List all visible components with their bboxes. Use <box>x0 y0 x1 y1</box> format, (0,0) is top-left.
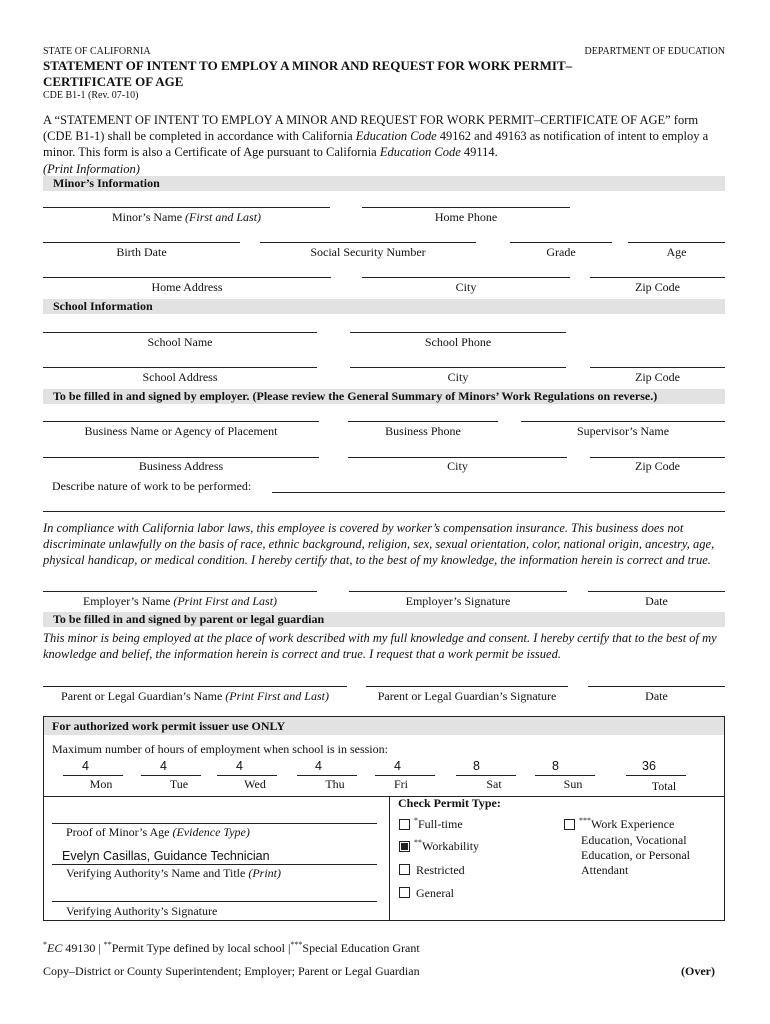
general-checkbox[interactable] <box>399 887 410 898</box>
sat-line <box>456 775 516 776</box>
employer-name-label: Employer’s Name (Print First and Last) <box>82 594 278 608</box>
mon-label: Mon <box>89 777 113 791</box>
verifier-name-value[interactable]: Evelyn Casillas, Guidance Technician <box>62 849 270 863</box>
school-info-heading: School Information <box>43 299 725 314</box>
age-field[interactable] <box>628 242 725 243</box>
school-city-field[interactable] <box>350 367 566 368</box>
intro-line-1: A “STATEMENT OF INTENT TO EMPLOY A MINOR AND REQUEST FOR WORK PERMIT–CERTIFICATE OF AGE” form <box>43 113 699 127</box>
employer-signature-field[interactable] <box>349 591 567 592</box>
guardian-date-label: Date <box>645 689 668 703</box>
business-address-field[interactable] <box>43 457 319 458</box>
school-address-label: School Address <box>142 370 218 384</box>
ssn-field[interactable] <box>260 242 476 243</box>
tue-label: Tue <box>169 777 189 791</box>
mon-hours[interactable]: 4 <box>82 759 89 773</box>
school-phone-field[interactable] <box>350 332 566 333</box>
grade-label: Grade <box>546 245 576 259</box>
sun-line <box>535 775 595 776</box>
guardian-signature-label: Parent or Legal Guardian’s Signature <box>377 689 557 703</box>
sat-hours[interactable]: 8 <box>473 759 480 773</box>
minor-zip-field[interactable] <box>590 277 725 278</box>
employer-date-label: Date <box>645 594 668 608</box>
guardian-heading: To be filled in and signed by parent or legal guardian <box>43 612 725 627</box>
copy-distribution: Copy–District or County Superintendent; Employer; Parent or Legal Guardian <box>43 964 420 978</box>
school-phone-label: School Phone <box>424 335 492 349</box>
minor-zip-label: Zip Code <box>635 280 680 294</box>
wed-label: Wed <box>244 777 266 791</box>
total-label: Total <box>651 779 677 793</box>
fulltime-checkbox[interactable] <box>399 819 410 830</box>
business-name-label: Business Name or Agency of Placement <box>84 424 278 438</box>
minor-info-heading: Minor’s Information <box>43 176 725 191</box>
business-zip-field[interactable] <box>590 457 725 458</box>
consent-line-1: This minor is being employed at the place of work described with my full knowledge and consent. I hereby certify that to the best of my <box>43 631 717 645</box>
consent-line-2: knowledge and belief, the information herein is correct and true. I request that a work permit be issued. <box>43 647 561 661</box>
total-line <box>626 775 686 776</box>
business-name-field[interactable] <box>43 421 319 422</box>
business-zip-label: Zip Code <box>635 459 680 473</box>
minor-name-label: Minor’s Name (First and Last) <box>111 210 262 224</box>
verifier-name-field <box>52 864 377 865</box>
employer-name-field[interactable] <box>43 591 317 592</box>
department-label: DEPARTMENT OF EDUCATION <box>584 46 725 57</box>
employer-heading: To be filled in and signed by employer. (Please review the General Summary of Minors’ Work Regulations on reverse.) <box>43 389 725 404</box>
guardian-signature-field[interactable] <box>366 686 568 687</box>
work-experience-checkbox[interactable] <box>564 819 575 830</box>
tue-hours[interactable]: 4 <box>160 759 167 773</box>
compliance-line-3: physical handicap, or medical condition. I hereby certify that, to the best of my knowledge, the information herein is correct and true. <box>43 553 711 567</box>
sun-label: Sun <box>563 777 583 791</box>
birth-date-label: Birth Date <box>116 245 167 259</box>
business-city-field[interactable] <box>348 457 567 458</box>
supervisor-field[interactable] <box>521 421 725 422</box>
wed-hours[interactable]: 4 <box>236 759 243 773</box>
state-label: STATE OF CALIFORNIA <box>43 46 151 57</box>
issuer-vertical-divider <box>389 796 390 920</box>
wed-line <box>217 775 277 776</box>
business-phone-label: Business Phone <box>385 424 461 438</box>
general-label: General <box>416 886 454 900</box>
total-hours[interactable]: 36 <box>642 759 656 773</box>
guardian-name-label: Parent or Legal Guardian’s Name (Print First and Last) <box>61 689 329 703</box>
work-experience-label-4: Attendant <box>581 863 629 877</box>
restricted-label: Restricted <box>416 863 465 877</box>
thu-hours[interactable]: 4 <box>315 759 322 773</box>
fulltime-label: *Full-time <box>414 816 463 831</box>
intro-line-3: minor. This form is also a Certificate of Age pursuant to California Education Code 49114. <box>43 145 498 159</box>
guardian-date-field[interactable] <box>588 686 725 687</box>
school-name-label: School Name <box>147 335 213 349</box>
work-description-field[interactable] <box>272 492 725 493</box>
intro-line-2: (CDE B1-1) shall be completed in accordance with California Education Code 49162 and 49163 as notification of intent to employ a <box>43 129 709 143</box>
fri-line <box>375 775 435 776</box>
home-phone-field[interactable] <box>362 207 570 208</box>
form-code: CDE B1-1 (Rev. 07-10) <box>43 90 139 101</box>
form-title-line2: CERTIFICATE OF AGE <box>43 74 184 89</box>
work-experience-label-2: Education, Vocational <box>581 833 687 847</box>
thu-line <box>297 775 357 776</box>
permit-type-heading: Check Permit Type: <box>398 796 501 810</box>
minor-city-field[interactable] <box>362 277 570 278</box>
work-experience-label-1: ***Work Experience <box>579 816 675 831</box>
work-description-label: Describe nature of work to be performed: <box>52 479 252 493</box>
proof-of-age-field[interactable] <box>52 823 377 824</box>
tue-line <box>141 775 201 776</box>
business-city-label: City <box>447 459 468 473</box>
max-hours-label: Maximum number of hours of employment when school is in session: <box>52 742 388 756</box>
work-experience-label-3: Education, or Personal <box>581 848 690 862</box>
school-name-field[interactable] <box>43 332 317 333</box>
home-address-field[interactable] <box>43 277 331 278</box>
form-title-line1: STATEMENT OF INTENT TO EMPLOY A MINOR AND REQUEST FOR WORK PERMIT– <box>43 58 573 73</box>
restricted-checkbox[interactable] <box>399 864 410 875</box>
guardian-name-field[interactable] <box>43 686 347 687</box>
employer-date-field[interactable] <box>588 591 725 592</box>
minor-city-label: City <box>455 280 477 294</box>
workability-checkbox[interactable] <box>399 841 410 852</box>
school-zip-label: Zip Code <box>635 370 680 384</box>
employer-signature-label: Employer’s Signature <box>405 594 511 608</box>
fri-label: Fri <box>393 777 408 791</box>
footnote: *EC 49130 | **Permit Type defined by local school |***Special Education Grant <box>43 940 420 955</box>
compliance-line-1: In compliance with California labor laws, this employee is covered by worker’s compensation insurance. This business does not <box>43 521 684 535</box>
compliance-line-2: discriminate unlawfully on the basis of race, ethnic background, religion, sex, sexual orientation, color, national origin, ancestry, age, <box>43 537 715 551</box>
workability-label: **Workability <box>414 838 480 853</box>
issuer-separator <box>44 796 724 797</box>
sat-label: Sat <box>486 777 502 791</box>
business-phone-field[interactable] <box>348 421 498 422</box>
business-address-label: Business Address <box>138 459 224 473</box>
mon-line <box>63 775 123 776</box>
birth-date-field[interactable] <box>43 242 240 243</box>
home-phone-label: Home Phone <box>434 210 498 224</box>
school-city-label: City <box>447 370 469 384</box>
supervisor-label: Supervisor’s Name <box>576 424 670 438</box>
sun-hours[interactable]: 8 <box>552 759 559 773</box>
grade-field[interactable] <box>510 242 612 243</box>
proof-of-age-label: Proof of Minor’s Age (Evidence Type) <box>66 825 250 839</box>
verifier-signature-label: Verifying Authority’s Signature <box>66 904 218 918</box>
verifier-signature-field[interactable] <box>52 901 377 902</box>
fri-hours[interactable]: 4 <box>394 759 401 773</box>
print-info-note: (Print Information) <box>43 162 140 176</box>
thu-label: Thu <box>325 777 345 791</box>
home-address-label: Home Address <box>151 280 223 294</box>
school-address-field[interactable] <box>43 367 317 368</box>
verifier-name-label: Verifying Authority’s Name and Title (Print) <box>66 866 281 880</box>
minor-name-field[interactable] <box>43 207 330 208</box>
school-zip-field[interactable] <box>590 367 725 368</box>
issuer-heading: For authorized work permit issuer use ONLY <box>52 719 286 733</box>
work-description-field-2[interactable] <box>43 511 725 512</box>
over-label: (Over) <box>681 964 715 978</box>
age-label: Age <box>666 245 687 259</box>
ssn-label: Social Security Number <box>310 245 426 259</box>
